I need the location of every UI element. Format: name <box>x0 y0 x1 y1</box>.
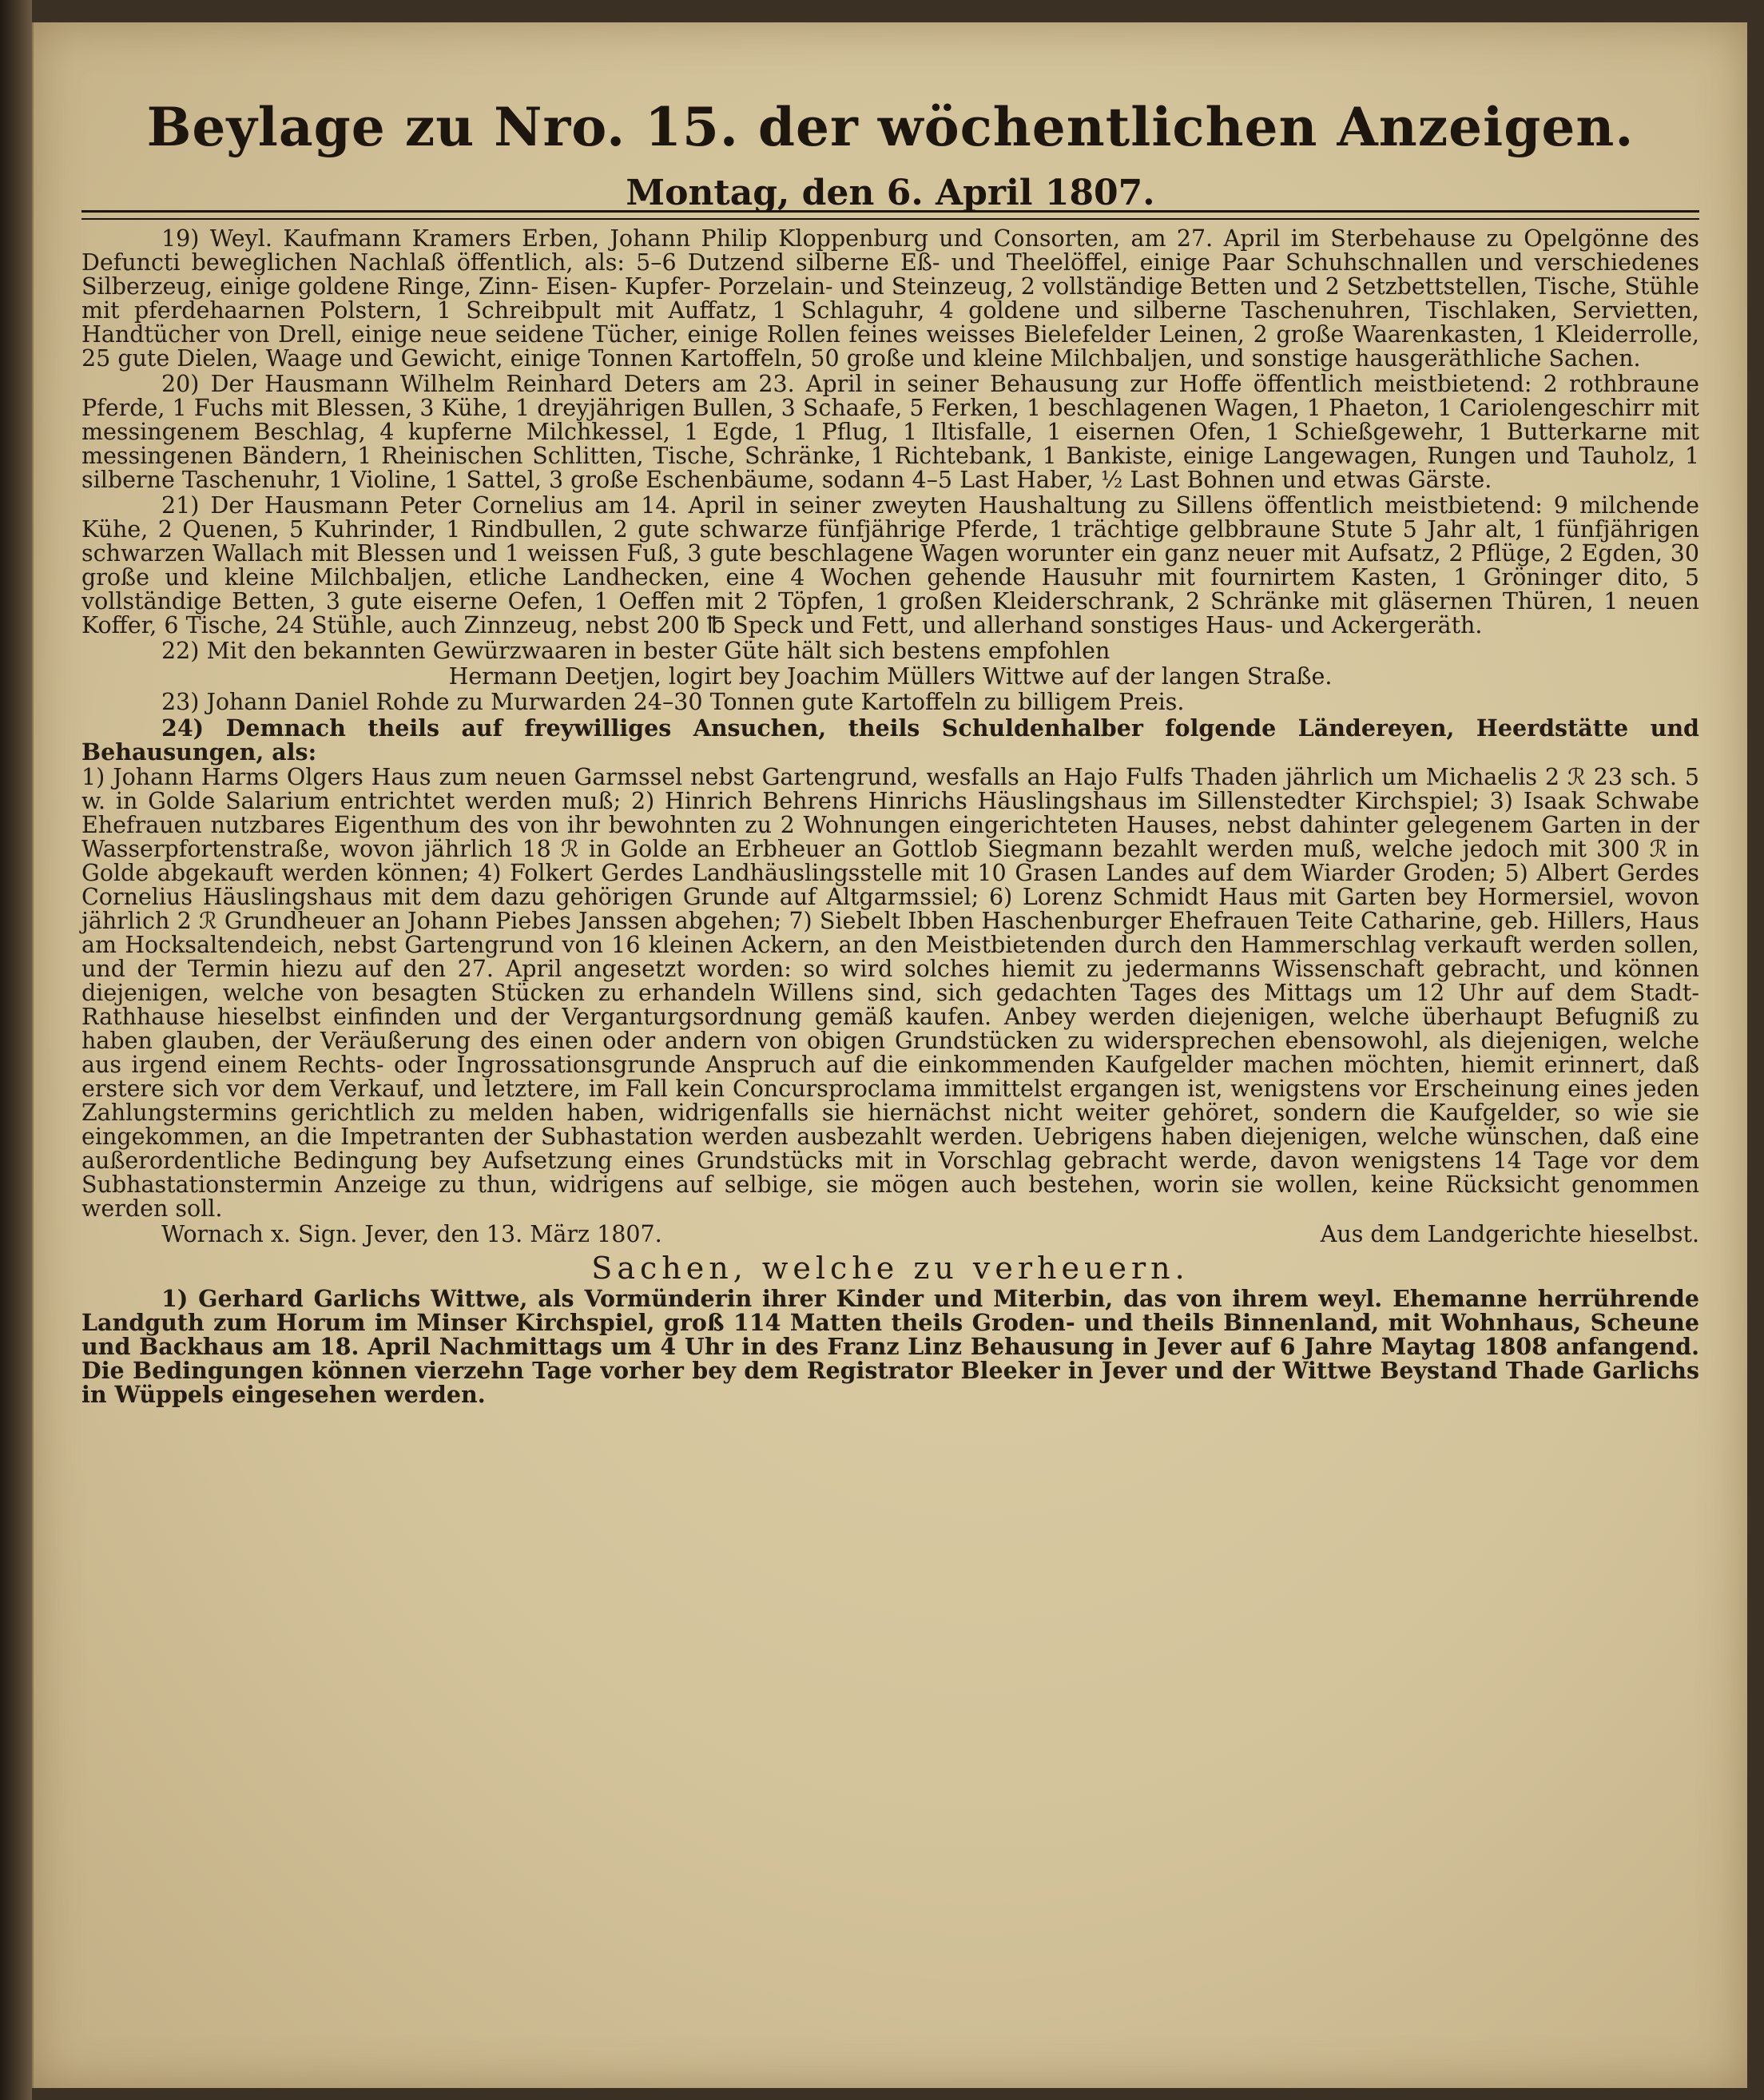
rental-notice: 1) Gerhard Garlichs Wittwe, als Vormünderin ihrer Kinder und Miterbin, das von ihrem weyl. Ehemanne herrührende Landguth zum Horum im Minser Kirchspiel, groß 114 Matten theils Groden- und theils Binnenland, mit Wohnhaus, Scheune und Backhaus am 18. April Nachmittags um 4 Uhr in des Franz Linz Behausung in Jever auf 6 Jahre Maytag 1808 anfangend. Die Bedingungen können vierzehn Tage vorher bey dem Registrator Bleeker in Jever und der Wittwe Beystand Thade Garlichs in Wüppels eingesehen werden. <box>81 1285 1699 1408</box>
masthead-title: Beylage zu Nro. 15. der wöchentlichen Anzeigen. <box>146 96 1635 158</box>
notice-21: 21) Der Hausmann Peter Cornelius am 14. April in seiner zweyten Haushaltung zu Sillens öffentlich meistbietend: 9 milchende Kühe, 2 Quenen, 5 Kuhrinder, 1 Rindbullen, 2 gute schwarze fünfjährige Pferde, 1 trächtige gelbbraune Stute 5 Jahr alt, 1 fünfjährigen schwarzen Wallach mit Blessen und 1 weissen Fuß, 3 gute beschlagene Wagen worunter ein ganz neuer mit Aufsatz, 2 Pflüge, 2 Egden, 30 große und kleine Milchbaljen, etliche Landhecken, eine 4 Wochen gehende Hausuhr mit fournirtem Kasten, 1 Gröninger dito, 5 vollständige Betten, 3 gute eiserne Oefen, 1 Oeffen mit 2 Töpfen, 1 großen Kleiderschrank, 2 Schränke mit gläsernen Thüren, 1 neuen Koffer, 6 Tische, 24 Stühle, auch Zinnzeug, nebst 200 ℔ Speck und Fett, und allerhand sonstiges Haus- und Ackergeräth. <box>81 492 1699 638</box>
notice-22: 22) Mit den bekannten Gewürzwaaren in bester Güte hält sich bestens empfohlen <box>161 638 1110 664</box>
newspaper-page <box>32 22 1747 2088</box>
notice-22-signature: Hermann Deetjen, logirt bey Joachim Müllers Wittwe auf der langen Straße. <box>448 663 1333 690</box>
section-heading: Sachen, welche zu verheuern. <box>591 1251 1190 1286</box>
notice-24-intro: 24) Demnach theils auf freywilliges Ansuchen, theils Schuldenhalber folgende Ländereyen, Heerdstätte und Behausungen, als: <box>81 714 1699 766</box>
signature-place-date: Wornach x. Sign. Jever, den 13. März 1807. <box>161 1221 662 1247</box>
notice-19: 19) Weyl. Kaufmann Kramers Erben, Johann Philip Kloppenburg und Consorten, am 27. April im Sterbehause zu Opelgönne des Defuncti beweglichen Nachlaß öffentlich, als: 5–6 Dutzend silberne Eß- und Theelöffel, einige Paar Schuhschnallen und verschiedenes Silberzeug, einige goldene Ringe, Zinn- Eisen- Kupfer- Porzelain- und Steinzeug, 2 vollständige Betten und 2 Setzbettstellen, Tische, Stühle mit pferdehaarnen Polstern, 1 Schreibpult mit Auffatz, 1 Schlaguhr, 4 goldene und silberne Taschenuhren, Tischlaken, Servietten, Handtücher von Drell, einige neue seidene Tücher, einige Rollen feines weisses Bielefelder Leinen, 2 große Waarenkasten, 1 Kleiderrolle, 25 gute Dielen, Waage und Gewicht, einige Tonnen Kartoffeln, 50 große und kleine Milchbaljen, und sonstige hausgeräthliche Sachen. <box>81 225 1699 372</box>
notice-24-signature <box>81 1223 1699 1247</box>
header-rule <box>81 210 1699 220</box>
notice-24-body: 1) Johann Harms Olgers Haus zum neuen Garmssel nebst Gartengrund, wesfalls an Hajo Fulfs Thaden jährlich um Michaelis 2 ℛ 23 sch. 5 w. in Golde Salarium entrichtet werden muß; 2) Hinrich Behrens Hinrichs Häuslingshaus im Sillenstedter Kirchspiel; 3) Isaak Schwabe Ehefrauen nutzbares Eigenthum des von ihr bewohnten zu 2 Wohnungen eingerichteten Hauses, nebst dahinter gelegenem Garten in der Wasserpfortenstraße, wovon jährlich 18 ℛ in Golde an Erbheuer an Gottlob Siegmann bezahlt werden muß, welche jedoch mit 300 ℛ in Golde abgekauft werden können; 4) Folkert Gerdes Landhäuslingsstelle mit 10 Grasen Landes auf dem Wiarder Groden; 5) Albert Gerdes Cornelius Häuslingshaus mit dem dazu gehörigen Grunde auf Altgarmssiel; 6) Lorenz Schmidt Haus mit Garten bey Hormersiel, wovon jährlich 2 ℛ Grundheuer an Johann Piebes Janssen abgehen; 7) Siebelt Ibben Haschenburger Ehefrauen Teite Catharine, geb. Hillers, Haus am Hocksaltendeich, nebst Gartengrund von 16 kleinen Ackern, an den Meistbietenden durch den Hammerschlag verkauft werden sollen, und der Termin hiezu auf den 27. April angesetzt worden: so wird solches hiemit zu jedermanns Wissenschaft gebracht, und können diejenigen, welche von besagten Stücken zu erhandeln Willens sind, sich gedachten Tages des Mittags um 12 Uhr auf dem Stadt-Rathhause hieselbst einfinden und der Verganturgsordnung gemäß kaufen. Anbey werden diejenigen, welche überhaupt Befugniß zu haben glauben, der Veräußerung des einen oder andern von obigen Grundstücken zu widersprechen ebensowohl, als diejenigen, welche aus irgend einem Rechts- oder Ingrossationsgrunde Anspruch auf die einkommenden Kaufgelder machen möchten, hiemit erinnert, daß erstere sich vor dem Verkauf, und letztere, im Fall kein Concursproclama immittelst ergangen ist, wenigstens vor Erscheinung eines jeden Zahlungstermins gerichtlich zu melden haben, widrigenfalls sie hiernächst nicht weiter gehöret, sondern die Kaufgelder, so wie sie eingekommen, an die Impetranten der Subhastation werden ausbezahlt werden. Uebrigens haben diejenigen, welche wünschen, daß eine außerordentliche Bedingung bey Aufsetzung eines Grundstücks mit in Vorschlag gebracht werde, davon wenigstens 14 Tage vor dem Subhastationstermin Anzeige zu thun, widrigens auf selbige, sie mögen auch bestehen, worin sie wollen, keine Rücksicht genommen werden soll. <box>81 764 1699 1222</box>
article-body <box>81 227 1699 1408</box>
notice-23: 23) Johann Daniel Rohde zu Murwarden 24–30 Tonnen gute Kartoffeln zu billigem Preis. <box>161 689 1185 715</box>
book-gutter <box>0 0 32 2100</box>
signature-authority: Aus dem Landgerichte hieselbst. <box>1320 1221 1699 1247</box>
masthead-date: Montag, den 6. April 1807. <box>626 173 1155 213</box>
notice-20: 20) Der Hausmann Wilhelm Reinhard Deters am 23. April in seiner Behausung zur Hoffe öffentlich meistbietend: 2 rothbraune Pferde, 1 Fuchs mit Blessen, 3 Kühe, 1 dreyjährigen Bullen, 3 Schaafe, 5 Ferken, 1 beschlagenen Wagen, 1 Phaeton, 1 Cariolengeschirr mit messingenem Beschlag, 4 kupferne Milchkessel, 1 Egde, 1 Pflug, 1 Iltisfalle, 1 eisernen Ofen, 1 Schießgewehr, 1 Butterkarne mit messingenen Bändern, 1 Rheinischen Schlitten, Tische, Schränke, 1 Richtebank, 1 Bankiste, einige Langewagen, Rungen und Tauholz, 1 silberne Taschenuhr, 1 Violine, 1 Sattel, 3 große Eschenbäume, sodann 4–5 Last Haber, ½ Last Bohnen und etwas Gärste. <box>81 371 1699 493</box>
